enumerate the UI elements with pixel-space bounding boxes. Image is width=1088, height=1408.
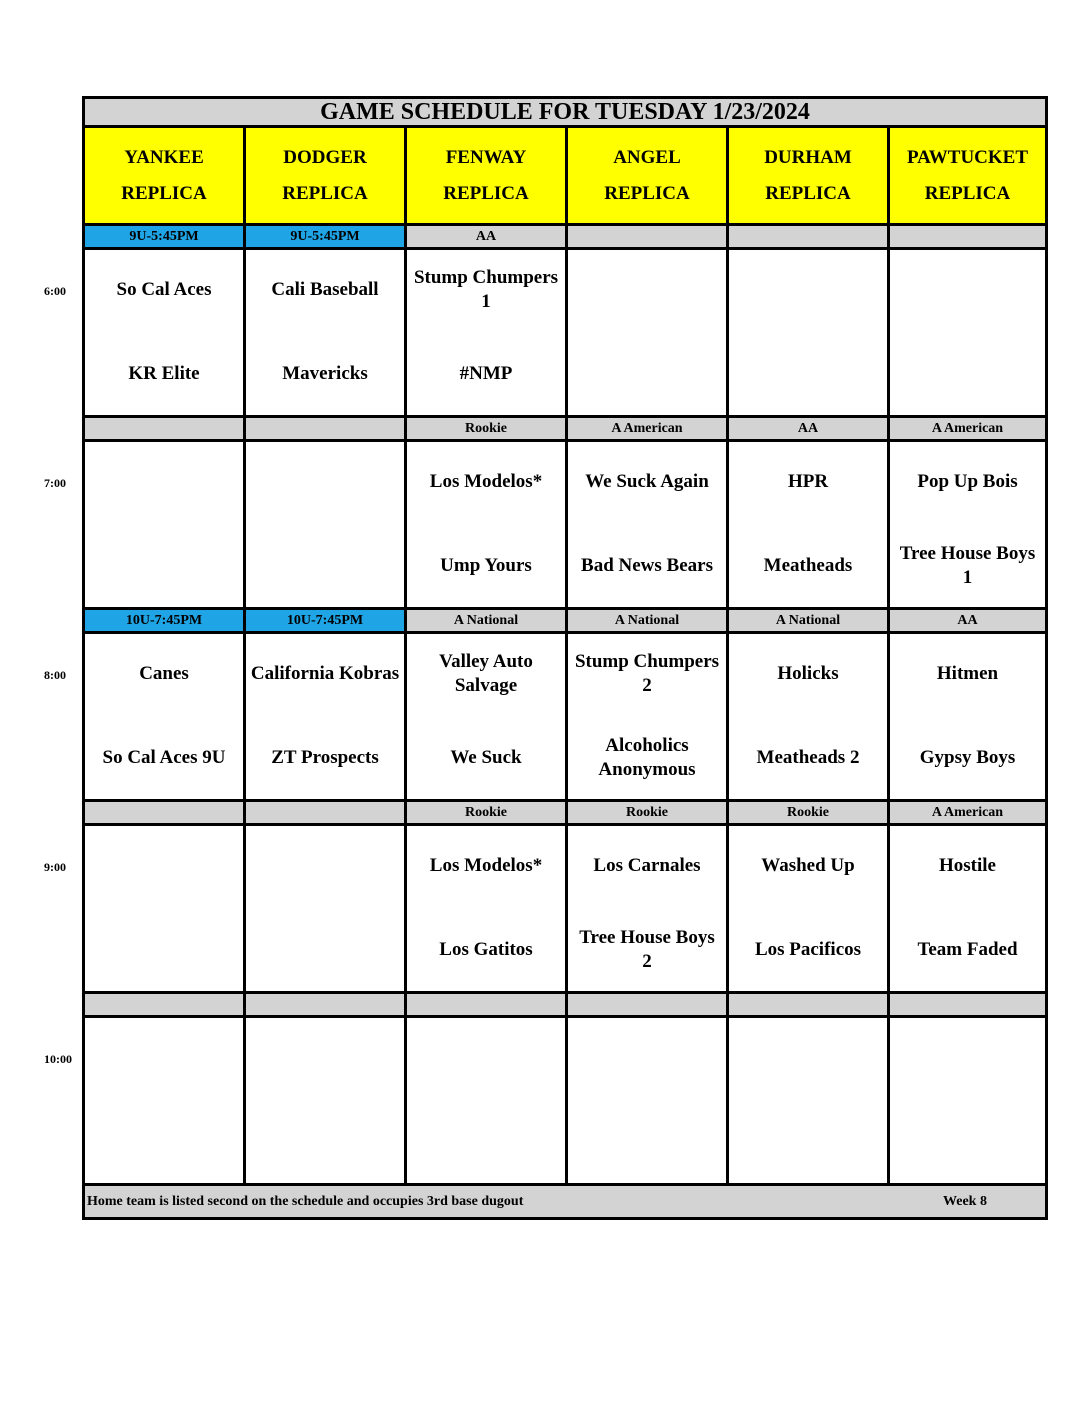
- field-sub: REPLICA: [443, 182, 529, 204]
- division-label: A American: [887, 418, 1048, 442]
- division-label: A National: [565, 610, 726, 634]
- game-cell: [565, 1018, 726, 1186]
- division-label: [887, 994, 1048, 1018]
- away-team: Stump Chumpers 1: [413, 267, 559, 312]
- away-team: Stump Chumpers 2: [574, 651, 720, 696]
- away-team: Hitmen: [936, 663, 999, 684]
- game-cell: [726, 442, 887, 610]
- field-sub: REPLICA: [121, 182, 207, 204]
- away-team: So Cal Aces: [116, 279, 212, 300]
- game-cell: [726, 250, 887, 418]
- game-cell: [565, 634, 726, 802]
- division-label: AA: [887, 610, 1048, 634]
- division-label: [887, 226, 1048, 250]
- away-team: Holicks: [777, 663, 839, 684]
- game-cell: [565, 442, 726, 610]
- home-team: Team Faded: [917, 939, 1018, 960]
- away-team: Los Modelos*: [429, 855, 543, 876]
- division-label: AA: [404, 226, 565, 250]
- field-sub: REPLICA: [604, 182, 690, 204]
- division-label: [565, 994, 726, 1018]
- division-row: [82, 994, 1048, 1018]
- division-label: Rookie: [565, 802, 726, 826]
- game-cell: [565, 250, 726, 418]
- division-label: 9U-5:45PM: [243, 226, 404, 250]
- division-label: 10U-7:45PM: [82, 610, 243, 634]
- game-cell: [404, 442, 565, 610]
- field-header-dodger: [243, 128, 404, 226]
- division-label: A National: [726, 610, 887, 634]
- game-row: [82, 826, 1048, 994]
- time-label: 7:00: [44, 476, 66, 490]
- time-label: 10:00: [44, 1052, 72, 1066]
- field-name: YANKEE: [124, 146, 204, 168]
- division-row: [82, 802, 1048, 826]
- field-sub: REPLICA: [765, 182, 851, 204]
- away-team: California Kobras: [250, 663, 400, 684]
- field-header-angel: [565, 128, 726, 226]
- home-team: Meatheads: [763, 555, 853, 576]
- game-cell: [887, 1018, 1048, 1186]
- game-cell: [404, 826, 565, 994]
- field-name: DURHAM: [764, 146, 852, 168]
- game-cell: [726, 1018, 887, 1186]
- division-label: A National: [404, 610, 565, 634]
- game-cell: [243, 826, 404, 994]
- home-team: Meatheads 2: [756, 747, 860, 768]
- field-name: DODGER: [283, 146, 367, 168]
- away-team: Canes: [139, 663, 189, 684]
- division-label: [243, 994, 404, 1018]
- home-team: KR Elite: [128, 363, 200, 384]
- division-label: [726, 994, 887, 1018]
- week-label: Week 8: [943, 1194, 987, 1209]
- game-cell: [82, 250, 243, 418]
- away-team: Hostile: [939, 855, 996, 876]
- time-label: 9:00: [44, 860, 66, 874]
- division-label: [243, 418, 404, 442]
- field-header-yankee: [82, 128, 243, 226]
- division-label: [82, 418, 243, 442]
- game-cell: [404, 1018, 565, 1186]
- home-team: Tree House Boys 1: [899, 543, 1036, 588]
- game-cell: [82, 634, 243, 802]
- home-team: Los Gatitos: [439, 939, 533, 960]
- field-sub: REPLICA: [924, 182, 1011, 204]
- away-team: Los Carnales: [593, 855, 701, 876]
- home-team: Bad News Bears: [581, 555, 713, 576]
- division-label: 9U-5:45PM: [82, 226, 243, 250]
- game-cell: [887, 442, 1048, 610]
- game-cell: [726, 634, 887, 802]
- field-sub: REPLICA: [282, 182, 368, 204]
- game-cell: [726, 826, 887, 994]
- time-label: 6:00: [44, 284, 66, 298]
- field-name: PAWTUCKET: [906, 146, 1029, 168]
- away-team: Valley Auto Salvage: [439, 651, 533, 696]
- division-label: [82, 802, 243, 826]
- division-label: [82, 994, 243, 1018]
- footer-note: Home team is listed second on the schedule and occupies 3rd base dugout: [87, 1194, 524, 1209]
- schedule-title: GAME SCHEDULE FOR TUESDAY 1/23/2024: [82, 96, 1048, 128]
- game-cell: [243, 250, 404, 418]
- home-team: Ump Yours: [440, 555, 532, 576]
- home-team: Tree House Boys 2: [579, 927, 715, 972]
- division-row: [82, 610, 1048, 634]
- game-row: [82, 634, 1048, 802]
- division-label: Rookie: [726, 802, 887, 826]
- game-cell: [565, 826, 726, 994]
- game-row: [82, 442, 1048, 610]
- home-team: #NMP: [459, 363, 513, 384]
- division-label: A American: [887, 802, 1048, 826]
- home-team: Los Pacificos: [754, 939, 862, 960]
- field-header-fenway: [404, 128, 565, 226]
- field-header-pawtucket: [887, 128, 1048, 226]
- division-label: Rookie: [404, 418, 565, 442]
- away-team: We Suck Again: [585, 471, 709, 492]
- away-team: Washed Up: [761, 855, 855, 876]
- game-cell: [82, 1018, 243, 1186]
- time-label: 8:00: [44, 668, 66, 682]
- home-team: We Suck: [450, 747, 522, 768]
- game-cell: [243, 1018, 404, 1186]
- field-header-row: [82, 128, 1048, 226]
- division-row: [82, 226, 1048, 250]
- game-cell: [887, 826, 1048, 994]
- home-team: Gypsy Boys: [919, 747, 1016, 768]
- division-label: AA: [726, 418, 887, 442]
- footer-bar: [82, 1186, 1048, 1220]
- division-label: 10U-7:45PM: [243, 610, 404, 634]
- game-cell: [404, 634, 565, 802]
- game-row: [82, 250, 1048, 418]
- division-row: [82, 418, 1048, 442]
- division-label: [565, 226, 726, 250]
- division-label: [404, 994, 565, 1018]
- game-cell: [243, 634, 404, 802]
- schedule-table: [82, 96, 1048, 1220]
- game-cell: [82, 442, 243, 610]
- time-slots: [82, 226, 1048, 1186]
- game-row: [82, 1018, 1048, 1186]
- game-cell: [243, 442, 404, 610]
- away-team: Cali Baseball: [271, 279, 379, 300]
- game-cell: [887, 634, 1048, 802]
- field-header-durham: [726, 128, 887, 226]
- game-cell: [82, 826, 243, 994]
- home-team: ZT Prospects: [271, 747, 379, 768]
- field-name: FENWAY: [445, 146, 527, 168]
- home-team: Alcoholics Anonymous: [598, 735, 696, 780]
- away-team: Pop Up Bois: [917, 471, 1018, 492]
- game-cell: [404, 250, 565, 418]
- home-team: So Cal Aces 9U: [102, 747, 226, 768]
- division-label: Rookie: [404, 802, 565, 826]
- division-label: [726, 226, 887, 250]
- game-cell: [887, 250, 1048, 418]
- division-label: [243, 802, 404, 826]
- away-team: Los Modelos*: [429, 471, 543, 492]
- division-label: A American: [565, 418, 726, 442]
- away-team: HPR: [787, 471, 829, 492]
- home-team: Mavericks: [282, 363, 368, 384]
- field-name: ANGEL: [613, 146, 681, 168]
